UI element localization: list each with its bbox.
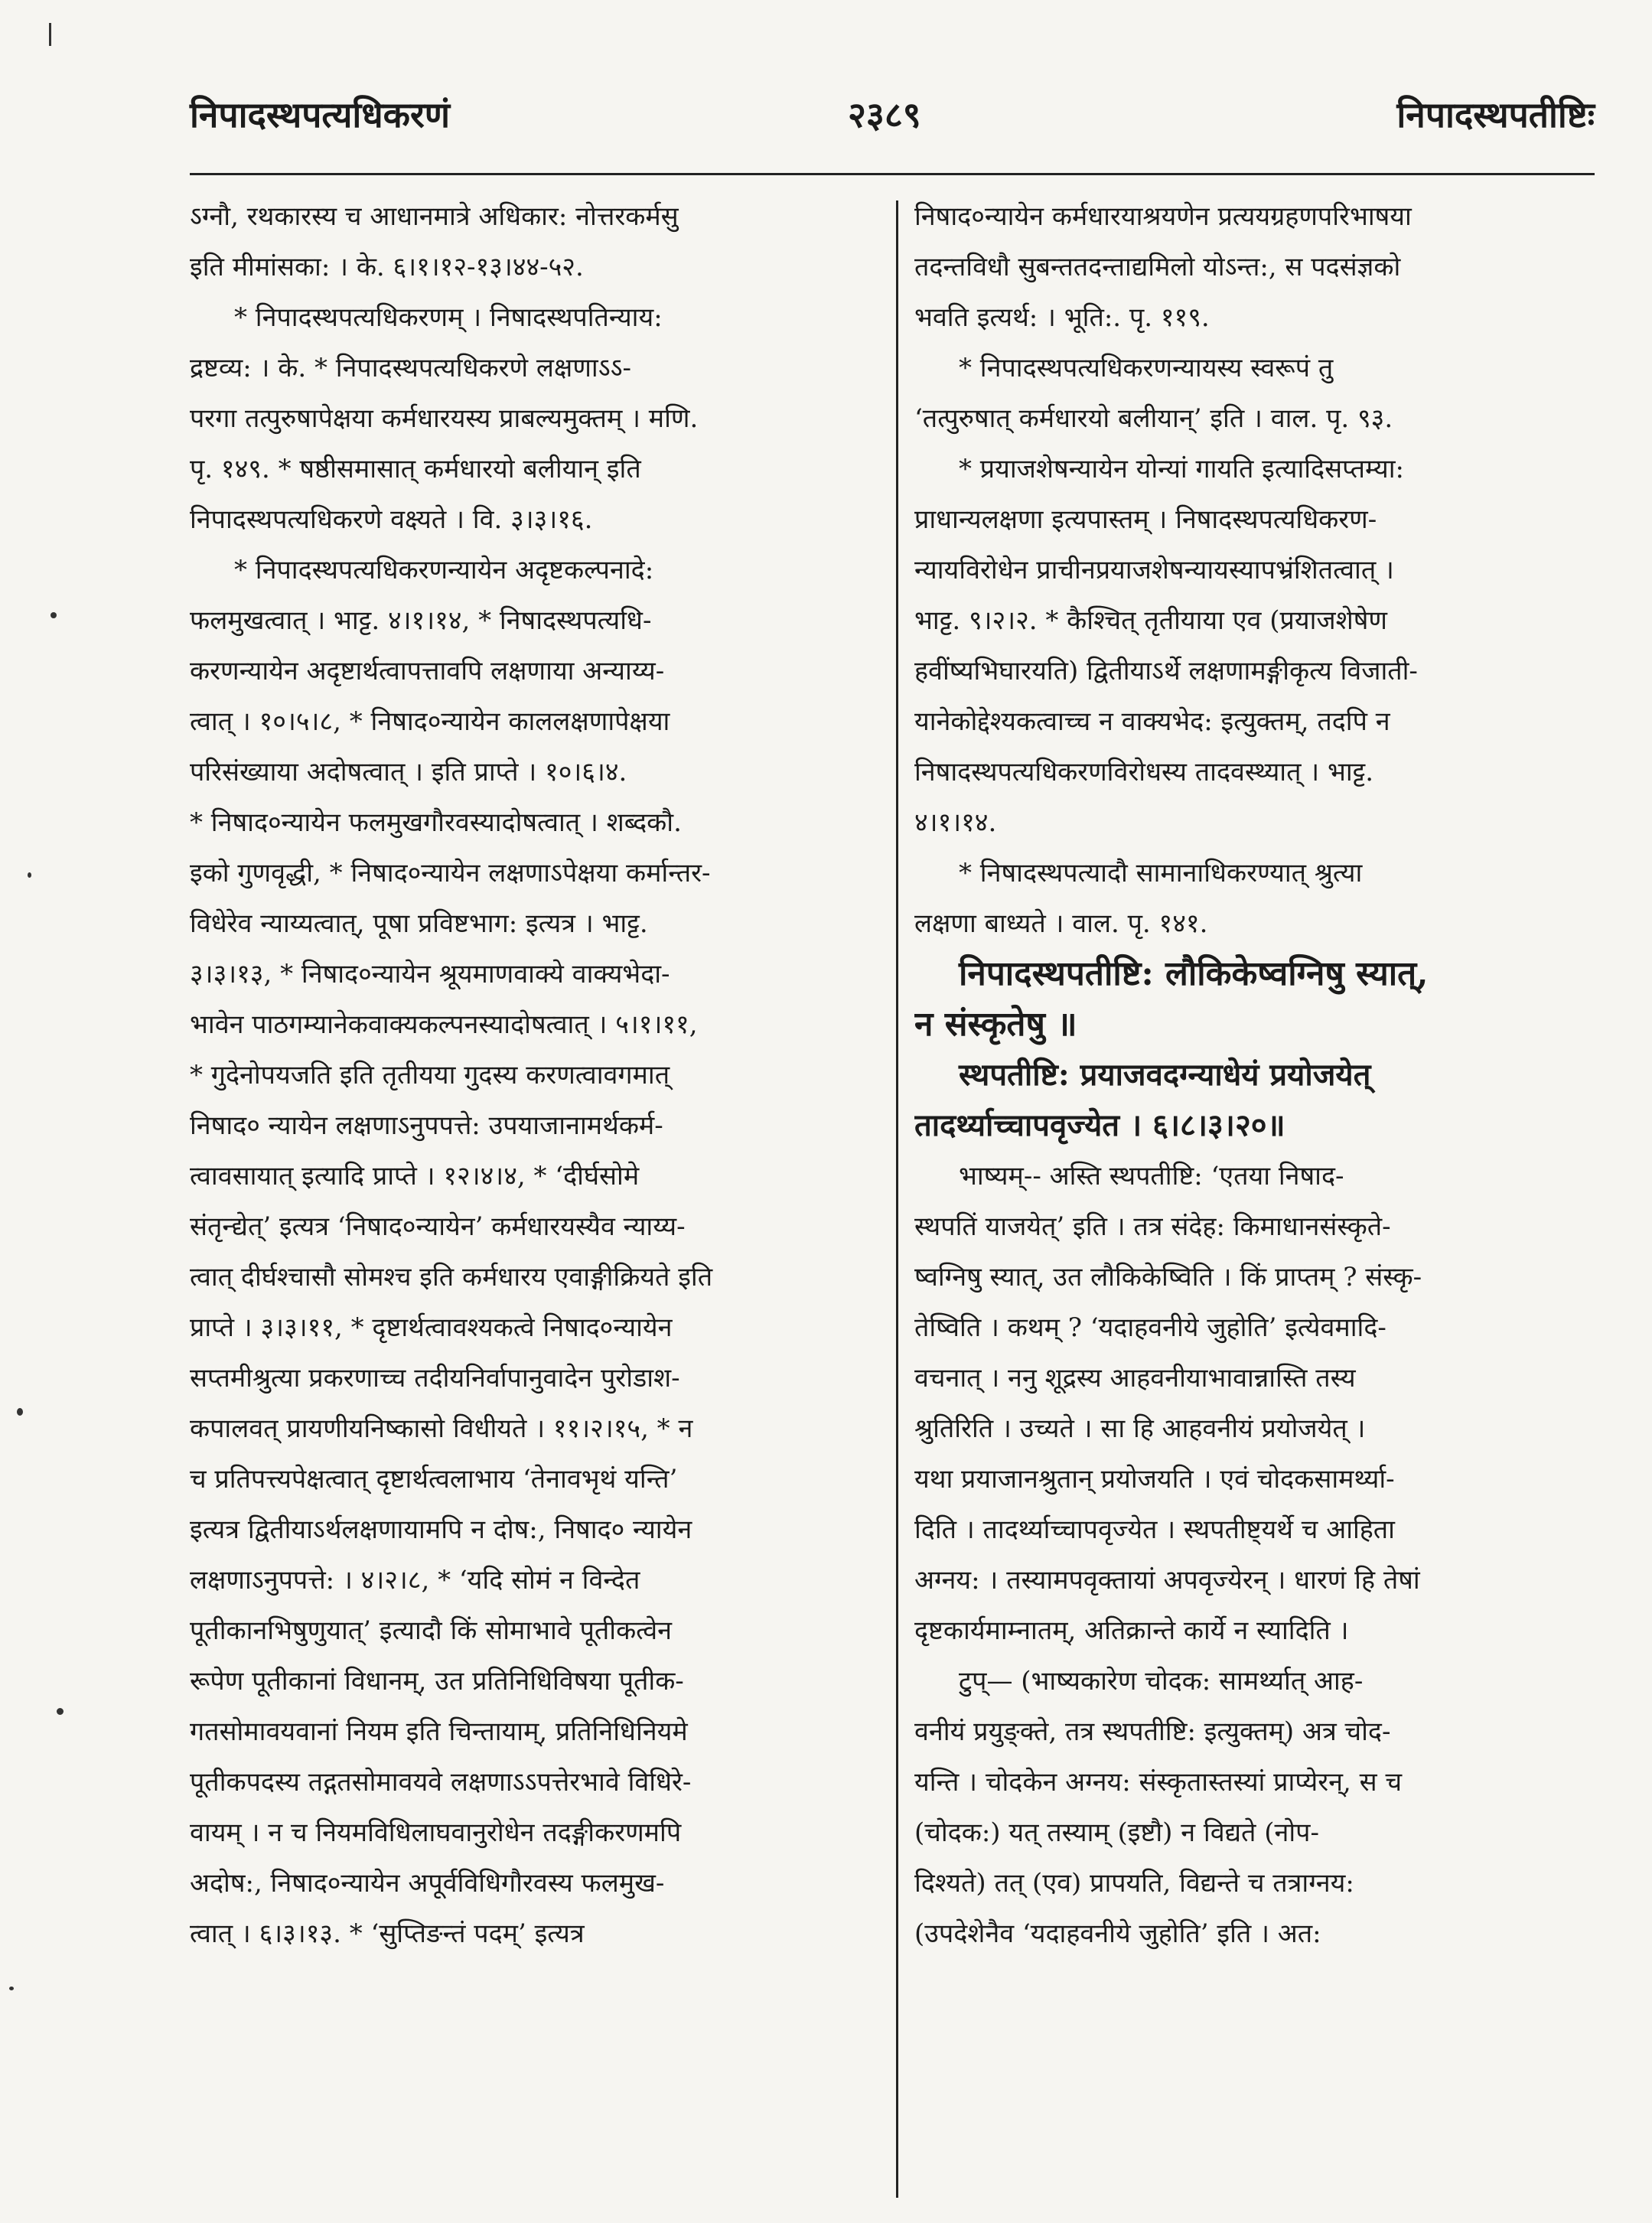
- text-line: पूतीकपदस्य तद्गतसोमावयवे लक्षणाऽऽपत्तेरभावे विधिरे-: [190, 1767, 692, 1798]
- text-line: इको गुणवृद्धी, * निषाद०न्यायेन लक्षणाऽपेक्षया कर्मान्तर-: [190, 858, 711, 888]
- scan-speck: [9, 1987, 14, 1990]
- text-line: तदन्तविधौ सुबन्ततदन्ताद्यमिलो योऽन्त:, स पदसंज्ञको: [914, 252, 1401, 282]
- text-line: निपादस्थपत्यधिकरणे वक्ष्यते । वि. ३।३।१६.: [190, 504, 593, 535]
- page-number: २३८९: [848, 94, 921, 135]
- text-line: अग्नय: । तस्यामपवृक्तायां अपवृज्येरन् । धारणं हि तेषां: [914, 1565, 1420, 1596]
- text-line: * निषादस्थपत्यादौ सामानाधिकरण्यात् श्रुत्या: [959, 858, 1363, 888]
- text-line: फलमुखत्वात् । भाट्ट. ४।१।१४, * निषादस्थपत्यधि-: [190, 605, 652, 636]
- text-line: * प्रयाजशेषन्यायेन योन्यां गायति इत्यादिसप्तम्या:: [959, 454, 1404, 484]
- text-line: * निषाद०न्यायेन फलमुखगौरवस्यादोषत्वात् । शब्दकौ.: [190, 807, 682, 838]
- text-line: सप्तमीश्रुत्या प्रकरणाच्च तदीयनिर्वापानुवादेन पुरोडाश-: [190, 1363, 680, 1393]
- text-line: ‘तत्पुरुषात् कर्मधारयो बलीयान्’ इति । वाल. पृ. ९३.: [914, 403, 1393, 434]
- text-line: गतसोमावयवानां नियम इति चिन्तायाम्, प्रतिनिधिनियमे: [190, 1716, 688, 1747]
- text-line: ३।३।१३, * निषाद०न्यायेन श्रूयमाणवाक्ये वाक्यभेदा-: [190, 959, 670, 989]
- text-line: वायम् । न च नियमविधिलाघवानुरोधेन तदङ्गीकरणमपि: [190, 1817, 682, 1848]
- text-line: इत्यत्र द्वितीयाऽर्थलक्षणायामपि न दोष:, निषाद० न्यायेन: [190, 1514, 692, 1545]
- text-line: विधेरेव न्याय्यत्वात्, पूषा प्रविष्टभाग: इत्यत्र । भाट्ट.: [190, 908, 648, 939]
- header-rule: [190, 173, 1595, 175]
- text-line: ४।१।१४.: [914, 807, 997, 838]
- column-divider: [896, 200, 898, 2198]
- text-line: कपालवत् प्रायणीयनिष्कासो विधीयते । ११।२।१५, * न: [190, 1413, 693, 1444]
- text-line: भाष्यम्-- अस्ति स्थपतीष्टि: ‘एतया निषाद-: [959, 1161, 1344, 1191]
- text-line: त्वात् दीर्घश्चासौ सोमश्च इति कर्मधारय एवाङ्गीक्रियते इति: [190, 1262, 713, 1292]
- scan-speck: [49, 23, 51, 46]
- text-line: परगा तत्पुरुषापेक्षया कर्मधारयस्य प्राबल्यमुक्तम् । मणि.: [190, 403, 699, 434]
- text-line: परिसंख्याया अदोषत्वात् । इति प्राप्ते । १०।६।४.: [190, 757, 627, 787]
- left-column: [190, 191, 872, 1959]
- text-line: दिश्यते) तत् (एव) प्रापयति, विद्यन्ते च तत्राग्नय:: [914, 1868, 1354, 1899]
- right-column: [914, 191, 1597, 1959]
- text-line: वचनात् । ननु शूद्रस्य आहवनीयाभावान्नास्ति तस्य: [914, 1363, 1356, 1393]
- text-line: स्थपतिं याजयेत्’ इति । तत्र संदेह: किमाधानसंस्कृते-: [914, 1211, 1391, 1242]
- text-line: तेष्विति । कथम् ? ‘यदाहवनीये जुहोति’ इत्येवमादि-: [914, 1312, 1386, 1343]
- text-line: अदोष:, निषाद०न्यायेन अपूर्वविधिगौरवस्य फलमुख-: [190, 1868, 665, 1899]
- scan-speck: [51, 612, 57, 618]
- text-line: करणन्यायेन अदृष्टार्थत्वापत्तावपि लक्षणाया अन्याय्य-: [190, 656, 665, 686]
- text-line: * निपादस्थपत्यधिकरणन्यायस्य स्वरूपं तु: [959, 353, 1334, 383]
- text-line: च प्रतिपत्त्यपेक्षत्वात् दृष्टार्थत्वलाभाय ‘तेनावभृथं यन्ति’: [190, 1464, 678, 1494]
- text-line: निषाद० न्यायेन लक्षणाऽनुपपत्ते: उपयाजानामर्थकर्म-: [190, 1110, 663, 1141]
- sutra-heading: न संस्कृतेषु ॥: [914, 1005, 1077, 1044]
- text-line: भवति इत्यर्थ: । भूति:. पृ. ११९.: [914, 302, 1210, 333]
- text-line: न्यायविरोधेन प्राचीनप्रयाजशेषन्यायस्यापभ्रंशितत्वात् ।: [914, 555, 1394, 585]
- text-line: द्रष्टव्य: । के. * निपादस्थपत्यधिकरणे लक्षणाऽऽ-: [190, 353, 631, 383]
- text-line: टुप्— (भाष्यकारेण चोदक: सामर्थ्यात् आह-: [959, 1666, 1364, 1697]
- text-line: (चोदक:) यत् तस्याम् (इष्टौ) न विद्यते (नोप-: [914, 1817, 1319, 1848]
- text-line: पूतीकानभिषुणुयात्’ इत्यादौ किं सोमाभावे पूतीकत्वेन: [190, 1615, 672, 1646]
- running-head-left: निपादस्थपत्यधिकरणं: [190, 94, 451, 135]
- text-line: * निपादस्थपत्यधिकरणन्यायेन अदृष्टकल्पनादे:: [234, 555, 654, 585]
- text-line: श्रुतिरिति । उच्यते । सा हि आहवनीयं प्रयोजयेत् ।: [914, 1413, 1366, 1444]
- text-line: पृ. १४९. * षष्ठीसमासात् कर्मधारयो बलीयान् इति: [190, 454, 641, 484]
- text-line: हवींष्यभिघारयति) द्वितीयाऽर्थे लक्षणामङ्गीकृत्य विजाती-: [914, 656, 1418, 686]
- text-line: निषाद०न्यायेन कर्मधारयाश्रयणेन प्रत्ययग्रहणपरिभाषया: [914, 201, 1412, 232]
- text-line: लक्षणाऽनुपपत्ते: । ४।२।८, * ‘यदि सोमं न विन्देत: [190, 1565, 640, 1596]
- scan-speck: [57, 1708, 64, 1715]
- text-line: दृष्टकार्यमाम्नातम्, अतिक्रान्ते कार्ये न स्यादिति ।: [914, 1615, 1349, 1646]
- text-line: ष्वग्निषु स्यात्, उत लौकिकेष्विति । किं प्राप्तम् ? संस्कृ-: [914, 1262, 1422, 1292]
- text-line: यथा प्रयाजानश्रुतान् प्रयोजयति । एवं चोदकसामर्थ्या-: [914, 1464, 1395, 1494]
- text-line: त्वात् । ६।३।१३. * ‘सुप्तिङन्तं पदम्’ इत्यत्र: [190, 1918, 585, 1949]
- sutra-heading: निपादस्थपतीष्टि: लौकिकेष्वग्निषु स्यात्,: [959, 954, 1429, 993]
- text-line: दिति । तादर्थ्याच्चापवृज्येत । स्थपतीष्ट्यर्थे च आहिता: [914, 1514, 1395, 1545]
- text-line: * गुदेनोपयजति इति तृतीयया गुदस्य करणत्वावगमात्: [190, 1060, 670, 1090]
- text-line: प्राप्ते । ३।३।११, * दृष्टार्थत्वावश्यकत्वे निषाद०न्यायेन: [190, 1312, 673, 1343]
- text-line: (उपदेशेनैव ‘यदाहवनीये जुहोति’ इति । अत:: [914, 1918, 1321, 1949]
- text-line: वनीयं प्रयुङ्क्ते, तत्र स्थपतीष्टि: इत्युक्तम्) अत्र चोद-: [914, 1716, 1391, 1747]
- text-line: लक्षणा बाध्यते । वाल. पृ. १४१.: [914, 908, 1208, 939]
- text-line: त्वात् । १०।५।८, * निषाद०न्यायेन काललक्षणापेक्षया: [190, 706, 670, 737]
- text-line: भावेन पाठगम्यानेकवाक्यकल्पनस्यादोषत्वात् । ५।१।११,: [190, 1009, 698, 1040]
- sutra-text: स्थपतीष्टि: प्रयाजवदग्न्याधेयं प्रयोजयेत्: [959, 1057, 1371, 1093]
- text-line: इति मीमांसका: । के. ६।१।१२-१३।४४-५२.: [190, 252, 584, 282]
- text-line: प्राधान्यलक्षणा इत्यपास्तम् । निषादस्थपत्यधिकरण-: [914, 504, 1377, 535]
- text-line: संतृन्द्येत्’ इत्यत्र ‘निषाद०न्यायेन’ कर्मधारयस्यैव न्याय्य-: [190, 1211, 686, 1242]
- text-line: * निपादस्थपत्यधिकरणम् । निषादस्थपतिन्याय:: [234, 302, 663, 333]
- text-line: यन्ति । चोदकेन अग्नय: संस्कृतास्तस्यां प्राप्येरन्, स च: [914, 1767, 1403, 1798]
- text-line: भाट्ट. ९।२।२. * कैश्चित् तृतीयाया एव (प्रयाजशेषेण: [914, 605, 1387, 636]
- sutra-text: तादर्थ्याच्चापवृज्येत । ६।८।३।२०॥: [914, 1107, 1285, 1143]
- text-line: ऽग्नौ, रथकारस्य च आधानमात्रे अधिकार: नोत्तरकर्मसु: [190, 201, 679, 232]
- scan-speck: [17, 1408, 23, 1416]
- scan-speck: [28, 872, 31, 878]
- running-head-right: निपादस्थपतीष्टिः: [1396, 94, 1595, 135]
- text-line: निषादस्थपत्यधिकरणविरोधस्य तादवस्थ्यात् । भाट्ट.: [914, 757, 1374, 787]
- text-line: यानेकोद्देश्यकत्वाच्च न वाक्यभेद: इत्युक्तम्, तदपि न: [914, 706, 1390, 737]
- text-line: रूपेण पूतीकानां विधानम्, उत प्रतिनिधिविषया पूतीक-: [190, 1666, 684, 1697]
- text-line: त्वावसायात् इत्यादि प्राप्ते । १२।४।४, * ‘दीर्घसोमे: [190, 1161, 640, 1191]
- page-header: [190, 90, 1595, 152]
